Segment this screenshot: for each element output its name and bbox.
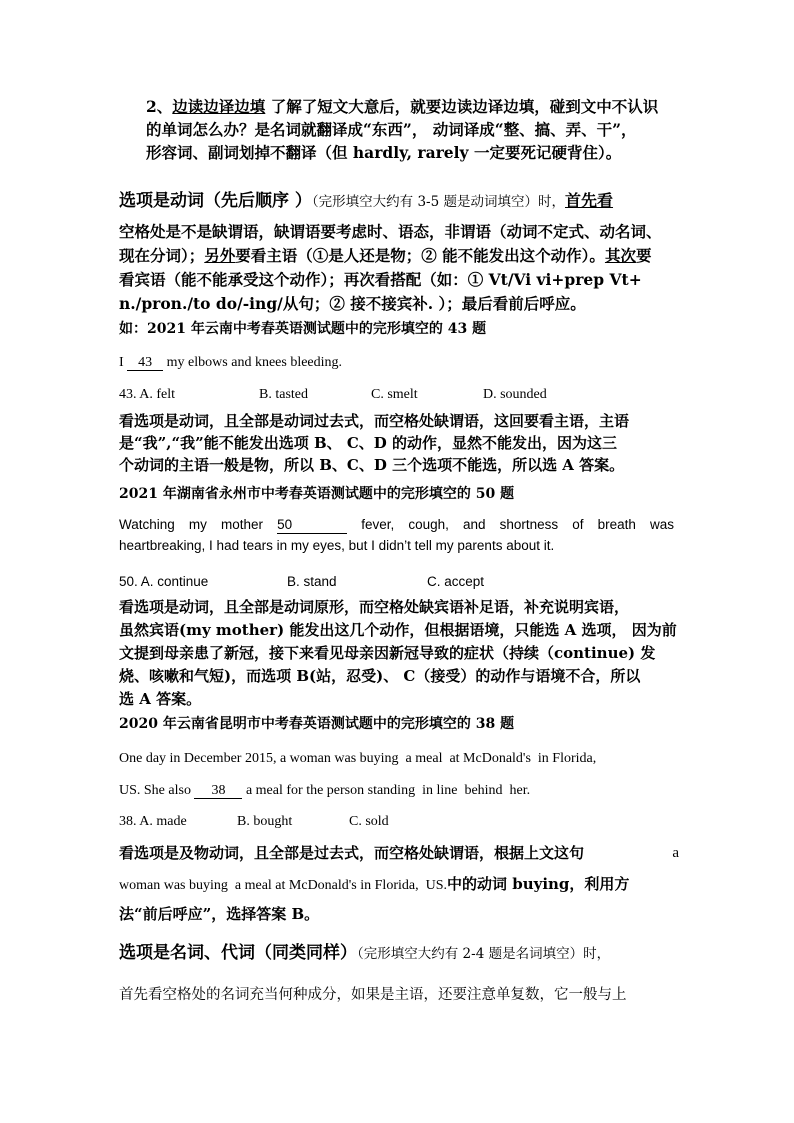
verb-para-line-2a: 现在分词）； (119, 246, 205, 265)
verb-para-line-3: 看宾语（能不能承受这个动作）；再次看搭配（如：① Vt/Vi vi+prep Vt+ (119, 270, 642, 289)
intro-line-1-rest: 了解了短文大意后，就要边读边译边填，碰到文中不认识 (265, 97, 659, 116)
example-3-sentence-a: US. She also (119, 783, 191, 798)
example-3-sentence-2 (119, 781, 679, 801)
intro-line-1 (146, 96, 686, 118)
intro-line-2: 的单词怎么办？是名词就翻译成“东西”， 动词译成“整、搞、弄、干”， (146, 120, 637, 139)
verb-heading-title: 选项是动词（先后顺序 ） (119, 191, 312, 211)
example-3-explain-2a: woman was buying a meal at McDonald's in Florida, US. (119, 878, 447, 893)
example-1-explain-3: 个动词的主语一般是物，所以 B、C、D 三个选项不能选，所以选 A 答案。 (119, 456, 625, 474)
verb-heading-note: （完形填空大约有 3-5 题是动词填空）时， (311, 194, 565, 210)
example-3-explain-3: 法“前后呼应”，选择答案 B。 (119, 905, 320, 923)
example-3-sentence-b: a meal for the person standing in line behind her. (245, 783, 531, 798)
example-1-explain-2: 是“我”,“我”能不能发出选项 B、 C、D 的动作，显然不能发出，因为这三 (119, 434, 618, 452)
example-3-explain-2 (119, 873, 679, 897)
intro-number: 2、 (146, 97, 173, 116)
verb-para-another: 另外 (204, 246, 236, 265)
intro-line-3: 形容词、副词划掉不翻译（但 hardly, rarely 一定要死记硬背住）。 (146, 143, 622, 162)
example-1-option-d: D. sounded (483, 387, 547, 402)
example-3-sentence-1: One day in December 2015, a woman was buying a meal at McDonald's in Florida, (119, 751, 597, 766)
verb-para-line-2e: 要 (635, 246, 652, 265)
verb-para-next: 其次 (604, 246, 636, 265)
example-1-options (119, 385, 679, 405)
example-2-sentence-1 (119, 515, 674, 535)
example-2-option-c: C. accept (427, 574, 485, 589)
example-3-options (119, 812, 679, 832)
verb-heading-first: 首先看 (565, 191, 614, 210)
example-2-explain-3: 文提到母亲患了新冠，接下来看见母亲因新冠导致的症状（持续（continue) 发 (119, 644, 656, 662)
example-2-option-a: 50. A. continue (119, 574, 209, 589)
example-1-sentence (119, 353, 679, 373)
example-1-sentence-a: I (119, 355, 124, 370)
example-3-label: 2020 年云南省昆明市中考春英语测试题中的完形填空的 38 题 (119, 716, 515, 732)
example-1-label: 如：2021 年云南中考春英语测试题中的完形填空的 43 题 (119, 321, 487, 337)
example-2-explain-4: 烧、咳嗽和气短)，而选项 B(站，忍受)、 C（接受）的动作与语境不合，所以 (119, 667, 641, 685)
example-3-option-a: 38. A. made (119, 814, 187, 829)
intro-title: 边读边译边填 (172, 97, 266, 116)
example-3-explain-1a: 看选项是及物动词，且全部是过去式，而空格处缺谓语，根据上文这句 (119, 844, 585, 862)
example-1-option-c: C. smelt (371, 387, 418, 402)
verb-para-line-2 (119, 244, 679, 267)
example-1-option-a: 43. A. felt (119, 387, 175, 402)
example-2-blank: 50 (277, 518, 347, 534)
example-2-explain-2: 虽然宾语(my mother) 能发出这几个动作，但根据语境，只能选 A 选项， 因为前 (119, 621, 677, 639)
example-2-sentence-2: heartbreaking, I had tears in my eyes, but I didn’t tell my parents about it. (119, 538, 555, 553)
example-3-explain-1b: a (672, 845, 679, 861)
noun-section-heading (119, 940, 689, 967)
verb-para-line-2c: 要看主语（①是人还是物；② 能不能发出这个动作）。 (235, 246, 605, 265)
noun-heading-title: 选项是名词、代词（同类同样） (119, 943, 357, 963)
example-3-blank: 38 (194, 783, 242, 799)
example-1-blank: 43 (127, 355, 163, 371)
example-1-option-b: B. tasted (259, 387, 308, 402)
verb-para-line-1: 空格处是不是缺谓语，缺谓语要考虑时、语态，非谓语（动词不定式、动名词、 (119, 222, 662, 241)
example-2-sentence-b: fever, cough, and shortness of breath was (361, 517, 674, 532)
example-1-explain-1: 看选项是动词，且全部是动词过去式，而空格处缺谓语，这回要看主语，主语 (119, 412, 630, 430)
example-3-explain-2b: 中的动词 buying，利用方 (446, 875, 630, 893)
example-3-option-c: C. sold (349, 814, 389, 829)
example-1-sentence-b: my elbows and knees bleeding. (166, 355, 343, 370)
verb-section-heading (119, 189, 689, 214)
example-2-options (119, 572, 679, 592)
example-2-explain-1: 看选项是动词，且全部是动词原形，而空格处缺宾语补足语，补充说明宾语， (119, 598, 630, 616)
example-3-explain-1 (119, 842, 679, 864)
noun-heading-note: （完形填空大约有 2-4 题是名词填空）时， (357, 946, 611, 962)
noun-para-line-1: 首先看空格处的名词充当何种成分，如果是主语，还要注意单复数，它一般与上 (119, 987, 627, 1003)
example-2-label: 2021 年湖南省永州市中考春英语测试题中的完形填空的 50 题 (119, 486, 515, 502)
example-2-option-b: B. stand (287, 574, 337, 589)
verb-para-line-4: n./pron./to do/-ing/从句；② 接不接宾补. ）；最后看前后呼应。 (119, 294, 586, 313)
example-2-sentence-a: Watching my mother (119, 517, 263, 532)
example-3-option-b: B. bought (237, 814, 293, 829)
example-2-explain-5: 选 A 答案。 (119, 690, 202, 708)
